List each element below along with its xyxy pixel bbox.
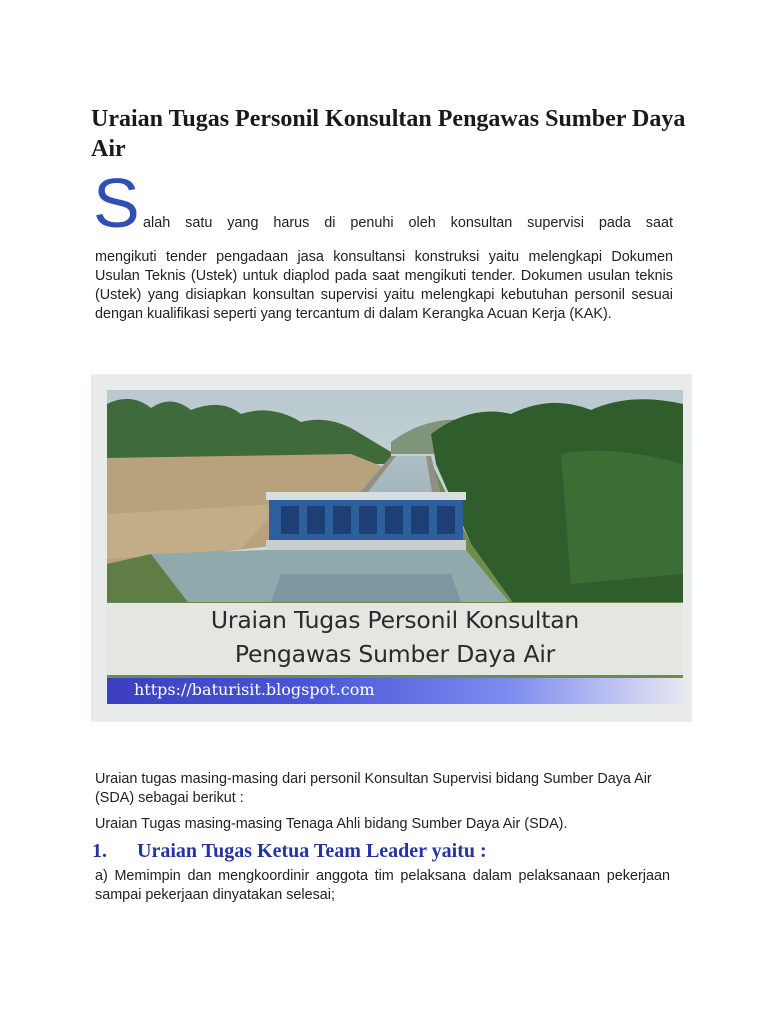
- blog-url: https://baturisit.blogspot.com: [134, 680, 375, 699]
- paragraph-tasks-intro: Uraian tugas masing-masing dari personil Konsultan Supervisi bidang Sumber Daya Air (SDA) sebagai berikut :: [95, 771, 652, 806]
- section-number: 1.: [92, 840, 107, 862]
- section-heading-team-leader: [92, 840, 487, 863]
- intro-first-line: alah satu yang harus di penuhi oleh konsultan supervisi pada saat: [143, 215, 673, 231]
- paragraph-experts: Uraian Tugas masing-masing Tenaga Ahli bidang Sumber Daya Air (SDA).: [95, 816, 568, 832]
- url-strip: [107, 678, 683, 704]
- intro-paragraph: mengikuti tender pengadaan jasa konsultansi konstruksi yaitu melengkapi Dokumen Usulan Teknis (Ustek) untuk diaplod pada saat mengikuti tender. Dokumen usulan teknis (Ustek) yang disiapkan konsultan supervisi yaitu melengkapi kebutuhan personil sesuai dengan kualifikasi seperti yang tercantum di dalam Kerangka Acuan Kerja (KAK).: [95, 249, 673, 322]
- banner-line-2: Pengawas Sumber Daya Air: [234, 640, 556, 668]
- image-caption-banner: [107, 603, 683, 675]
- drop-cap-letter: S: [93, 164, 140, 242]
- document-title: Uraian Tugas Personil Konsultan Pengawas Sumber Daya Air: [91, 106, 686, 162]
- section-heading-text: Uraian Tugas Ketua Team Leader yaitu :: [137, 840, 487, 862]
- banner-line-1: Uraian Tugas Personil Konsultan: [210, 606, 580, 634]
- canal-photo: [91, 374, 692, 722]
- list-item-a: a) Memimpin dan mengkoordinir anggota tim pelaksana dalam pelaksanaan pekerjaan sampai pekerjaan dinyatakan selesai;: [95, 868, 670, 903]
